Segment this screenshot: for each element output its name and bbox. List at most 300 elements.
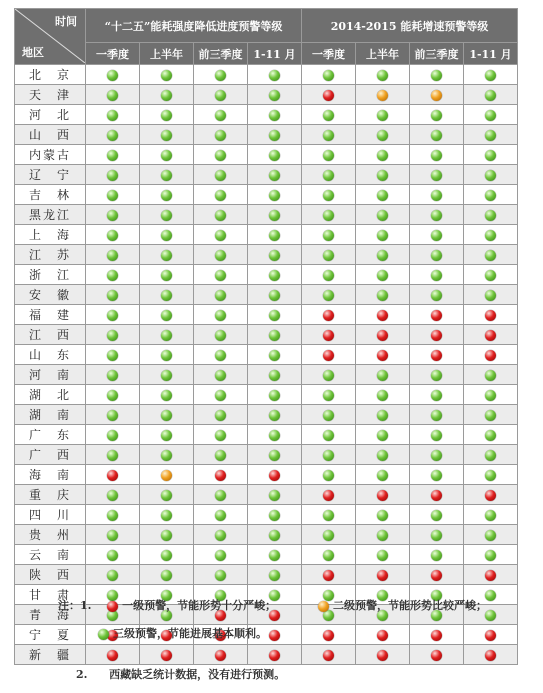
level-cell <box>356 185 410 205</box>
level-cell <box>194 325 248 345</box>
green-dot-icon <box>107 210 118 221</box>
level-cell <box>410 105 464 125</box>
level-cell <box>248 365 302 385</box>
level-cell <box>86 325 140 345</box>
green-dot-icon <box>485 90 496 101</box>
level-cell <box>86 405 140 425</box>
green-dot-icon <box>215 530 226 541</box>
level-cell <box>194 645 248 665</box>
level-cell <box>86 165 140 185</box>
green-dot-icon <box>323 410 334 421</box>
green-dot-icon <box>377 170 388 181</box>
red-dot-icon <box>323 570 334 581</box>
green-dot-icon <box>215 190 226 201</box>
green-dot-icon <box>107 370 118 381</box>
level-cell <box>464 225 518 245</box>
green-dot-icon <box>215 450 226 461</box>
level-cell <box>302 325 356 345</box>
level-cell <box>248 345 302 365</box>
green-dot-icon <box>431 370 442 381</box>
warning-level-table <box>14 8 518 665</box>
period-header: 一季度 <box>86 43 140 65</box>
green-dot-icon <box>107 390 118 401</box>
green-dot-icon <box>431 130 442 141</box>
green-dot-icon <box>269 290 280 301</box>
region-name: 湖 南 <box>15 405 86 425</box>
level-cell <box>356 145 410 165</box>
period-header: 前三季度 <box>194 43 248 65</box>
green-dot-icon <box>107 410 118 421</box>
orange-dot-icon <box>161 470 172 481</box>
level-cell <box>194 545 248 565</box>
green-dot-icon <box>485 70 496 81</box>
level-cell <box>410 565 464 585</box>
green-dot-icon <box>215 310 226 321</box>
level-cell <box>194 105 248 125</box>
level-cell <box>140 365 194 385</box>
level-cell <box>86 365 140 385</box>
green-dot-icon <box>161 490 172 501</box>
red-dot-icon <box>485 330 496 341</box>
green-dot-icon <box>107 450 118 461</box>
level-cell <box>410 645 464 665</box>
level-cell <box>464 425 518 445</box>
level-cell <box>356 365 410 385</box>
green-dot-icon <box>269 350 280 361</box>
level-cell <box>194 165 248 185</box>
level-cell <box>248 285 302 305</box>
green-dot-icon <box>98 629 109 640</box>
level-cell <box>86 65 140 85</box>
level-cell <box>464 645 518 665</box>
green-dot-icon <box>161 250 172 261</box>
green-dot-icon <box>323 430 334 441</box>
green-dot-icon <box>323 450 334 461</box>
red-dot-icon <box>269 650 280 661</box>
green-dot-icon <box>485 450 496 461</box>
green-dot-icon <box>107 70 118 81</box>
level-cell <box>302 145 356 165</box>
green-dot-icon <box>377 390 388 401</box>
region-name: 湖 北 <box>15 385 86 405</box>
red-dot-icon <box>215 650 226 661</box>
level-cell <box>86 105 140 125</box>
green-dot-icon <box>215 290 226 301</box>
level-cell <box>356 625 410 645</box>
level-cell <box>410 265 464 285</box>
level-cell <box>302 365 356 385</box>
table-row <box>15 385 518 405</box>
green-dot-icon <box>107 250 118 261</box>
level-cell <box>464 625 518 645</box>
region-name: 北 京 <box>15 65 86 85</box>
level-cell <box>302 545 356 565</box>
green-dot-icon <box>485 410 496 421</box>
level-cell <box>302 225 356 245</box>
green-dot-icon <box>431 170 442 181</box>
green-dot-icon <box>485 290 496 301</box>
level-cell <box>194 225 248 245</box>
level-cell <box>140 325 194 345</box>
level-cell <box>140 545 194 565</box>
green-dot-icon <box>107 170 118 181</box>
level-cell <box>248 525 302 545</box>
region-name: 安 徽 <box>15 285 86 305</box>
level-cell <box>194 425 248 445</box>
level-cell <box>86 445 140 465</box>
green-dot-icon <box>215 510 226 521</box>
level-cell <box>464 445 518 465</box>
green-dot-icon <box>107 270 118 281</box>
period-header-row <box>15 43 518 65</box>
red-dot-icon <box>431 630 442 641</box>
green-dot-icon <box>485 110 496 121</box>
green-dot-icon <box>377 410 388 421</box>
level-cell <box>464 185 518 205</box>
level-cell <box>410 245 464 265</box>
green-dot-icon <box>215 330 226 341</box>
green-dot-icon <box>215 430 226 441</box>
green-dot-icon <box>323 510 334 521</box>
green-dot-icon <box>107 230 118 241</box>
level-cell <box>86 145 140 165</box>
green-dot-icon <box>323 370 334 381</box>
red-dot-icon <box>485 570 496 581</box>
green-dot-icon <box>431 150 442 161</box>
level-cell <box>302 525 356 545</box>
note-1-line-1 <box>58 597 276 613</box>
level-cell <box>356 565 410 585</box>
table-row <box>15 525 518 545</box>
table-row <box>15 205 518 225</box>
level-cell <box>410 165 464 185</box>
level-cell <box>140 205 194 225</box>
table-row <box>15 645 518 665</box>
region-name: 辽 宁 <box>15 165 86 185</box>
green-dot-icon <box>323 390 334 401</box>
level-cell <box>410 465 464 485</box>
green-dot-icon <box>161 150 172 161</box>
region-name: 重 庆 <box>15 485 86 505</box>
red-dot-icon <box>323 630 334 641</box>
table-row <box>15 325 518 345</box>
note-1-line-2 <box>98 625 267 641</box>
red-dot-icon <box>269 470 280 481</box>
green-dot-icon <box>431 270 442 281</box>
region-name: 新 疆 <box>15 645 86 665</box>
level-cell <box>302 125 356 145</box>
green-dot-icon <box>485 370 496 381</box>
green-dot-icon <box>377 470 388 481</box>
level-cell <box>464 365 518 385</box>
table-row <box>15 445 518 465</box>
region-name: 黑龙江 <box>15 205 86 225</box>
table-row <box>15 185 518 205</box>
green-dot-icon <box>161 390 172 401</box>
green-dot-icon <box>431 470 442 481</box>
level-cell <box>302 65 356 85</box>
green-dot-icon <box>161 350 172 361</box>
level-cell <box>194 465 248 485</box>
region-name: 浙 江 <box>15 265 86 285</box>
level-cell <box>248 645 302 665</box>
level-cell <box>248 165 302 185</box>
green-dot-icon <box>323 290 334 301</box>
level-cell <box>140 165 194 185</box>
level-cell <box>356 325 410 345</box>
level-cell <box>302 485 356 505</box>
table-row <box>15 345 518 365</box>
level-cell <box>248 105 302 125</box>
level-cell <box>356 645 410 665</box>
level-cell <box>140 445 194 465</box>
region-name: 贵 州 <box>15 525 86 545</box>
region-name: 陕 西 <box>15 565 86 585</box>
green-dot-icon <box>323 150 334 161</box>
red-dot-icon <box>323 490 334 501</box>
green-dot-icon <box>377 190 388 201</box>
level-cell <box>140 185 194 205</box>
green-dot-icon <box>323 550 334 561</box>
red-dot-icon <box>323 90 334 101</box>
table-row <box>15 545 518 565</box>
level-cell <box>194 125 248 145</box>
level-cell <box>86 525 140 545</box>
green-dot-icon <box>107 190 118 201</box>
green-dot-icon <box>485 470 496 481</box>
green-dot-icon <box>161 370 172 381</box>
level-cell <box>248 225 302 245</box>
level-cell <box>410 485 464 505</box>
level-cell <box>140 645 194 665</box>
green-dot-icon <box>215 170 226 181</box>
region-name: 吉 林 <box>15 185 86 205</box>
level-cell <box>302 425 356 445</box>
level-cell <box>194 485 248 505</box>
level-cell <box>140 425 194 445</box>
level-cell <box>194 565 248 585</box>
level-cell <box>356 545 410 565</box>
level-cell <box>356 345 410 365</box>
note-1-label: 注：1. <box>58 599 92 612</box>
green-dot-icon <box>107 290 118 301</box>
level-cell <box>302 245 356 265</box>
level-cell <box>356 85 410 105</box>
table-row <box>15 285 518 305</box>
green-dot-icon <box>269 570 280 581</box>
level-cell <box>86 245 140 265</box>
level-cell <box>356 265 410 285</box>
green-dot-icon <box>485 250 496 261</box>
table-row <box>15 225 518 245</box>
red-dot-icon <box>431 310 442 321</box>
level-cell <box>356 245 410 265</box>
green-dot-icon <box>107 530 118 541</box>
level-cell <box>194 185 248 205</box>
level-cell <box>86 185 140 205</box>
red-dot-icon <box>323 650 334 661</box>
green-dot-icon <box>269 390 280 401</box>
green-dot-icon <box>377 550 388 561</box>
level-cell <box>356 405 410 425</box>
period-header: 前三季度 <box>410 43 464 65</box>
level-cell <box>248 205 302 225</box>
group-header-growth: 2014-2015 能耗增速预警等级 <box>302 9 518 43</box>
level-cell <box>86 345 140 365</box>
green-dot-icon <box>269 150 280 161</box>
table-row <box>15 165 518 185</box>
green-dot-icon <box>431 190 442 201</box>
green-dot-icon <box>161 530 172 541</box>
level-cell <box>194 65 248 85</box>
green-dot-icon <box>215 110 226 121</box>
green-dot-icon <box>323 110 334 121</box>
region-name: 四 川 <box>15 505 86 525</box>
green-dot-icon <box>161 450 172 461</box>
green-dot-icon <box>161 230 172 241</box>
level-cell <box>140 105 194 125</box>
green-dot-icon <box>215 550 226 561</box>
green-dot-icon <box>107 510 118 521</box>
level-cell <box>302 405 356 425</box>
level-cell <box>464 105 518 125</box>
red-dot-icon <box>431 350 442 361</box>
region-name: 山 西 <box>15 125 86 145</box>
green-dot-icon <box>161 410 172 421</box>
green-dot-icon <box>161 430 172 441</box>
red-dot-icon <box>431 490 442 501</box>
level-cell <box>464 405 518 425</box>
green-dot-icon <box>269 250 280 261</box>
green-dot-icon <box>269 270 280 281</box>
level-cell <box>410 385 464 405</box>
green-dot-icon <box>161 510 172 521</box>
level-cell <box>248 265 302 285</box>
red-dot-icon <box>377 650 388 661</box>
green-dot-icon <box>431 230 442 241</box>
green-dot-icon <box>269 110 280 121</box>
green-dot-icon <box>323 210 334 221</box>
level-cell <box>464 125 518 145</box>
green-dot-icon <box>107 110 118 121</box>
green-dot-icon <box>161 210 172 221</box>
level-cell <box>140 265 194 285</box>
level-cell <box>410 285 464 305</box>
level-cell <box>464 85 518 105</box>
green-dot-icon <box>323 270 334 281</box>
red-dot-icon <box>377 570 388 581</box>
level-cell <box>410 205 464 225</box>
level-cell <box>464 505 518 525</box>
green-dot-icon <box>323 470 334 481</box>
level-cell <box>302 345 356 365</box>
level-cell <box>194 285 248 305</box>
level-cell <box>410 425 464 445</box>
level-cell <box>356 205 410 225</box>
green-dot-icon <box>485 550 496 561</box>
region-name: 内蒙古 <box>15 145 86 165</box>
green-dot-icon <box>377 70 388 81</box>
green-dot-icon <box>161 570 172 581</box>
green-dot-icon <box>215 390 226 401</box>
level-cell <box>464 265 518 285</box>
level-cell <box>464 485 518 505</box>
level-cell <box>302 105 356 125</box>
green-dot-icon <box>107 490 118 501</box>
red-dot-icon <box>107 601 118 612</box>
green-dot-icon <box>215 70 226 81</box>
red-dot-icon <box>215 470 226 481</box>
note-2-label: 2. <box>76 668 88 681</box>
level-cell <box>140 85 194 105</box>
green-dot-icon <box>485 230 496 241</box>
green-dot-icon <box>215 490 226 501</box>
red-dot-icon <box>431 330 442 341</box>
level-cell <box>356 125 410 145</box>
level-cell <box>302 85 356 105</box>
group-header-intensity: “十二五”能耗强度降低进度预警等级 <box>86 9 302 43</box>
orange-dot-icon <box>318 601 329 612</box>
level-cell <box>464 305 518 325</box>
level-cell <box>140 285 194 305</box>
period-header: 1-11 月 <box>464 43 518 65</box>
green-dot-icon <box>215 270 226 281</box>
level-cell <box>356 225 410 245</box>
red-dot-icon <box>485 350 496 361</box>
green-dot-icon <box>269 170 280 181</box>
level-cell <box>248 545 302 565</box>
green-dot-icon <box>377 210 388 221</box>
green-dot-icon <box>269 410 280 421</box>
level-cell <box>248 445 302 465</box>
green-dot-icon <box>377 130 388 141</box>
green-dot-icon <box>161 90 172 101</box>
level-cell <box>86 545 140 565</box>
green-dot-icon <box>377 290 388 301</box>
region-name: 广 西 <box>15 445 86 465</box>
green-dot-icon <box>377 450 388 461</box>
green-dot-icon <box>377 530 388 541</box>
level-cell <box>194 385 248 405</box>
green-dot-icon <box>431 110 442 121</box>
green-dot-icon <box>377 150 388 161</box>
green-dot-icon <box>377 110 388 121</box>
level-cell <box>356 525 410 545</box>
level-cell <box>356 305 410 325</box>
table-row <box>15 85 518 105</box>
red-dot-icon <box>377 490 388 501</box>
red-dot-icon <box>377 350 388 361</box>
green-dot-icon <box>431 210 442 221</box>
green-dot-icon <box>485 210 496 221</box>
green-dot-icon <box>377 230 388 241</box>
green-dot-icon <box>215 150 226 161</box>
level-cell <box>410 305 464 325</box>
region-name: 福 建 <box>15 305 86 325</box>
red-dot-icon <box>377 630 388 641</box>
green-dot-icon <box>269 310 280 321</box>
note-1-line-1b <box>318 597 487 613</box>
level-cell <box>356 465 410 485</box>
red-dot-icon <box>377 310 388 321</box>
red-dot-icon <box>485 490 496 501</box>
level-cell <box>86 485 140 505</box>
level-cell <box>248 125 302 145</box>
table-row <box>15 405 518 425</box>
red-dot-icon <box>431 570 442 581</box>
level-cell <box>248 245 302 265</box>
region-name: 海 南 <box>15 465 86 485</box>
